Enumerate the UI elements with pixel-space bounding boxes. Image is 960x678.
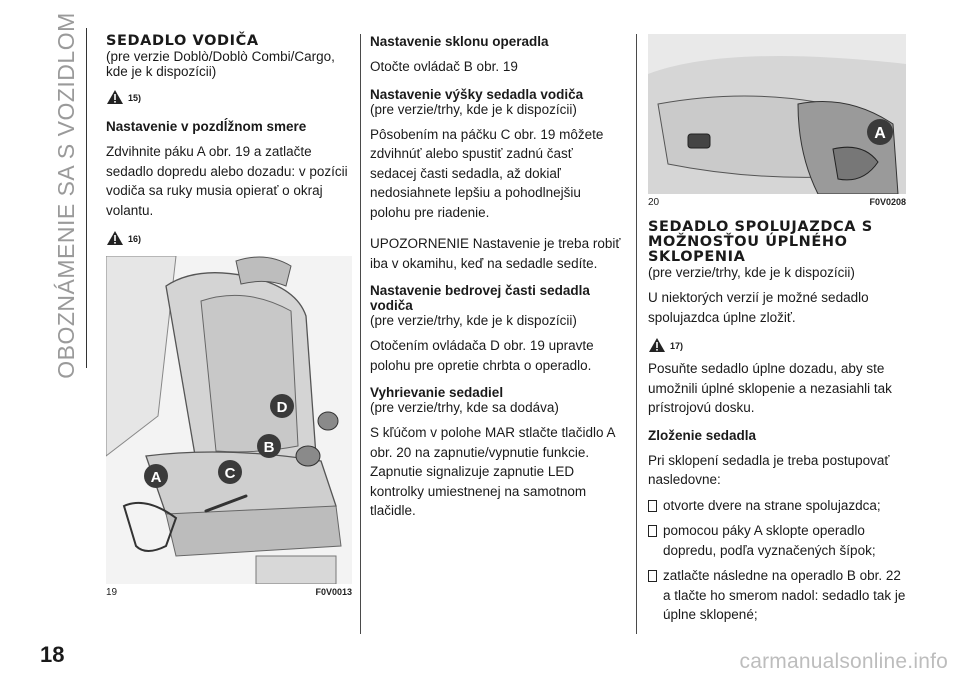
svg-text:B: B — [263, 439, 275, 456]
callout-b — [257, 434, 281, 458]
availability-note: (pre verzie Doblò/Doblò Combi/Cargo, kde je k dispozícii) — [106, 49, 335, 79]
warning-triangle-icon — [648, 337, 666, 353]
section-title: SEDADLO VODIČA — [106, 33, 259, 49]
availability-note: (pre verzie/trhy, kde je k dispozícii) — [370, 313, 577, 328]
warning-ref: 17) — [648, 337, 906, 357]
callout-a — [144, 464, 168, 488]
checkbox-bullet-icon — [648, 570, 657, 582]
figure-20-heated-seat-button — [648, 34, 906, 194]
callout-d — [270, 394, 294, 418]
figure-caption: 20 F0V0208 — [648, 197, 906, 208]
availability-note: (pre verzie/trhy, kde je k dispozícii) — [648, 265, 855, 280]
svg-text:A: A — [150, 469, 162, 486]
paragraph: Pri sklopení sedadla je treba postupovať nasledovne: — [648, 452, 890, 487]
callout-c — [218, 460, 242, 484]
subheading: Nastavenie bedrovej časti sedadla vodiča — [370, 283, 590, 313]
paragraph: Zdvihnite páku A obr. 19 a zatlačte sedadlo dopredu alebo dozadu: v pozícii vodiča sa ruky musia opierať o okraj volantu. — [106, 144, 348, 218]
subheading: Nastavenie sklonu operadla — [370, 34, 549, 49]
watermark: carmanualsonline.info — [739, 650, 948, 673]
paragraph: U niektorých verzií je možné sedadlo spolujazdca úplne zložiť. — [648, 290, 869, 325]
subheading: Vyhrievanie sedadiel — [370, 385, 504, 400]
warning-ref: 16) — [106, 230, 352, 250]
column-divider — [636, 34, 637, 634]
callout-a — [867, 119, 893, 145]
subheading: Nastavenie výšky sedadla vodiča — [370, 86, 584, 102]
seat-illustration — [106, 256, 352, 584]
checkbox-bullet-icon — [648, 500, 657, 512]
paragraph: Posuňte sedadlo úplne dozadu, aby ste umožnili úplné sklopenie a nezasiahli tak prístrojovú dosku. — [648, 361, 892, 415]
warning-triangle-icon — [106, 89, 124, 105]
svg-text:C: C — [224, 465, 236, 482]
svg-text:D: D — [276, 399, 288, 416]
console-illustration — [648, 34, 906, 194]
paragraph: Otočte ovládač B obr. 19 — [370, 59, 518, 74]
figure-19-seat — [106, 256, 352, 584]
warning-triangle-icon — [106, 230, 124, 246]
checkbox-bullet-icon — [648, 525, 657, 537]
list-item: zatlačte následne na operadlo B obr. 22 a tlačte ho smerom nadol: sedadlo tak je úplne sklopené; — [648, 566, 906, 625]
subheading: Zloženie sedadla — [648, 427, 757, 443]
availability-note: (pre verzie/trhy, kde sa dodáva) — [370, 400, 559, 415]
column-passenger-seat — [648, 34, 906, 625]
figure-caption: 19 F0V0013 — [106, 587, 352, 598]
side-rule — [86, 28, 87, 368]
list-item: pomocou páky A sklopte operadlo dopredu, podľa vyznačených šípok; — [648, 521, 906, 560]
column-divider — [360, 34, 361, 634]
paragraph: S kľúčom v polohe MAR stlačte tlačidlo A obr. 20 na zapnutie/vypnutie funkcie. Zapnutie signalizuje zapnutie LED kontrolky umiestnenej na samotnom tlačidle. — [370, 425, 615, 518]
paragraph: Otočením ovládača D obr. 19 upravte polohu pre opretie chrbta o operadlo. — [370, 338, 594, 373]
column-driver-seat — [106, 34, 352, 598]
column-seat-adjustments — [370, 34, 622, 521]
page-number: 18 — [40, 642, 65, 667]
paragraph: Pôsobením na páčku C obr. 19 môžete zdvihnúť alebo spustiť zadnú časť sedacej časti sedadla, až dokiaľ nedosiahnete lepšiu a pohodlnejšiu polohu pre riadenie. — [370, 126, 604, 220]
svg-text:A: A — [874, 125, 886, 142]
caution-paragraph: UPOZORNENIE Nastavenie je treba robiť iba v okamihu, keď na sedadle sedíte. — [370, 236, 621, 271]
subheading: Nastavenie v pozdĺžnom smere — [106, 119, 307, 134]
list-item: otvorte dvere na strane spolujazdca; — [648, 496, 906, 516]
warning-ref: 15) — [106, 89, 352, 109]
section-side-title: OBOZNÁMENIE SA S VOZIDLOM — [52, 11, 79, 379]
section-title: SEDADLO SPOLUJAZDCA S MOŽNOSŤOU ÚPLNÉHO SKLOPENIA — [648, 219, 873, 265]
availability-note: (pre verzie/trhy, kde je k dispozícii) — [370, 101, 577, 117]
